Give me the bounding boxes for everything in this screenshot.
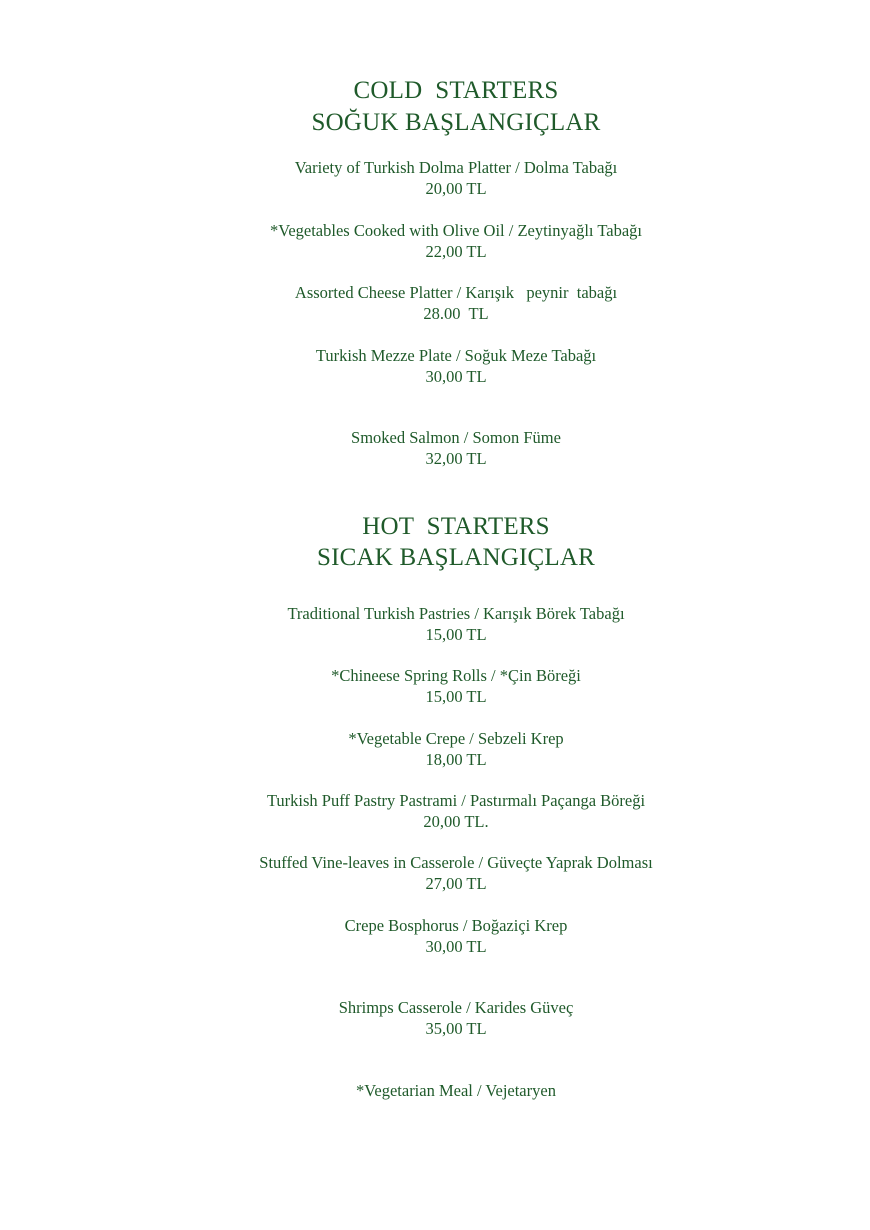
menu-item-name: Stuffed Vine-leaves in Casserole / Güveçte Yaprak Dolması xyxy=(259,853,653,872)
menu-item-price: 27,00 TL xyxy=(425,874,487,893)
menu-item-price: 28.00 TL xyxy=(423,304,489,323)
hot-starters-title-en: HOT STARTERS xyxy=(362,513,550,540)
menu-item-name: Smoked Salmon / Somon Füme xyxy=(351,428,561,447)
menu-item-name: *Vegetables Cooked with Olive Oil / Zeytinyağlı Tabağı xyxy=(269,221,642,240)
menu-item-name: *Vegetable Crepe / Sebzeli Krep xyxy=(348,729,564,748)
menu-item-name: Shrimps Casserole / Karides Güveç xyxy=(338,998,574,1017)
cold-starters-title-tr: SOĞUK BAŞLANGIÇLAR xyxy=(311,109,601,136)
vegetarian-footnote: *Vegetarian Meal / Vejetaryen xyxy=(356,1081,556,1100)
menu-item-name: *Chineese Spring Rolls / *Çin Böreği xyxy=(331,666,581,685)
menu-item-price: 22,00 TL xyxy=(425,242,487,261)
cold-starters-title-en: COLD STARTERS xyxy=(353,77,559,104)
menu-item-price: 20,00 TL. xyxy=(423,812,489,831)
menu-item-name: Traditional Turkish Pastries / Karışık Börek Tabağı xyxy=(287,604,625,623)
menu-item-price: 30,00 TL xyxy=(425,937,487,956)
menu-item-name: Crepe Bosphorus / Boğaziçi Krep xyxy=(344,916,568,935)
menu-item-price: 32,00 TL xyxy=(425,449,487,468)
hot-starters-title-tr: SICAK BAŞLANGIÇLAR xyxy=(317,544,595,571)
menu-item-name: Variety of Turkish Dolma Platter / Dolma Tabağı xyxy=(294,158,618,177)
menu-item-price: 35,00 TL xyxy=(425,1019,487,1038)
menu-item-name: Turkish Mezze Plate / Soğuk Meze Tabağı xyxy=(315,346,597,365)
menu-item-name: Assorted Cheese Platter / Karışık peynir tabağı xyxy=(294,283,618,302)
menu-item-price: 18,00 TL xyxy=(425,750,487,769)
menu-item-price: 30,00 TL xyxy=(425,367,487,386)
menu-item-price: 20,00 TL xyxy=(425,179,487,198)
menu-item-price: 15,00 TL xyxy=(425,687,487,706)
menu-item-price: 15,00 TL xyxy=(425,625,487,644)
menu-item-name: Turkish Puff Pastry Pastrami / Pastırmalı Paçanga Böreği xyxy=(266,791,646,810)
